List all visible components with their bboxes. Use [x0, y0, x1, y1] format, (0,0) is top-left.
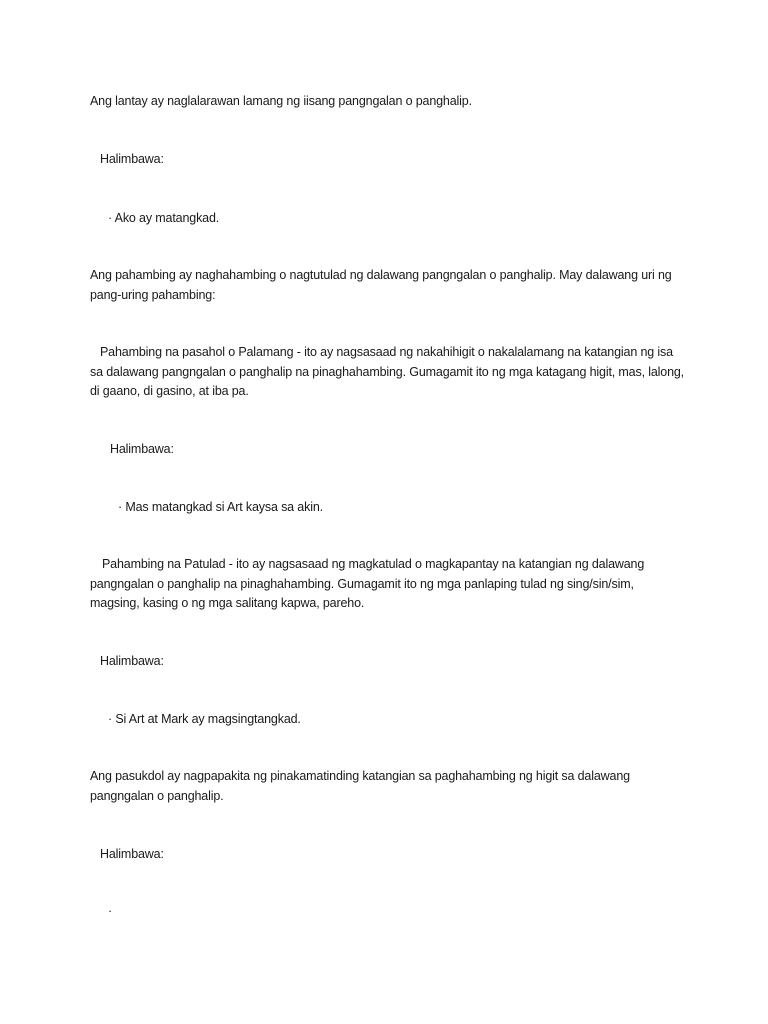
paragraph-pasukdol: Ang pasukdol ay nagpapakita ng pinakamatinding katangian sa paghahambing ng higit sa dalawang pangngalan o panghalip.: [90, 769, 630, 803]
example-patulad: · Si Art at Mark ay magsingtangkad.: [108, 712, 301, 726]
paragraph-lantay: Ang lantay ay naglalarawan lamang ng iisang pangngalan o panghalip.: [90, 94, 472, 108]
heading-halimbawa-4: Halimbawa:: [100, 847, 164, 861]
example-pasukdol: ·: [108, 904, 113, 918]
paragraph-pahambing-patulad: Pahambing na Patulad - ito ay nagsasaad ng magkatulad o magkapantay na katangian ng dalawang pangngalan o panghalip na pinaghahambing. Gumagamit ito ng mga panlaping tulad ng sing/sin/sim, magsing, kasing o ng mga salitang kapwa, pareho.: [90, 557, 645, 610]
paragraph-pahambing-pasahol: Pahambing na pasahol o Palamang - ito ay nagsasaad ng nakahihigit o nakalalamang na katangian ng isa sa dalawang pangngalan o panghalip na pinaghahambing. Gumagamit ito ng mga katagang higit, mas, lalong, di gaano, di gasino, at iba pa.: [90, 345, 685, 398]
paragraph-pahambing: Ang pahambing ay naghahambing o nagtutulad ng dalawang pangngalan o panghalip. May dalawang uri ng pang-uring pahambing:: [90, 268, 672, 302]
heading-halimbawa-3: Halimbawa:: [100, 654, 164, 668]
example-lantay: · Ako ay matangkad.: [108, 211, 220, 225]
example-pasahol: · Mas matangkad si Art kaysa sa akin.: [118, 500, 323, 514]
heading-halimbawa-2: Halimbawa:: [110, 442, 174, 456]
heading-halimbawa-1: Halimbawa:: [100, 152, 164, 166]
